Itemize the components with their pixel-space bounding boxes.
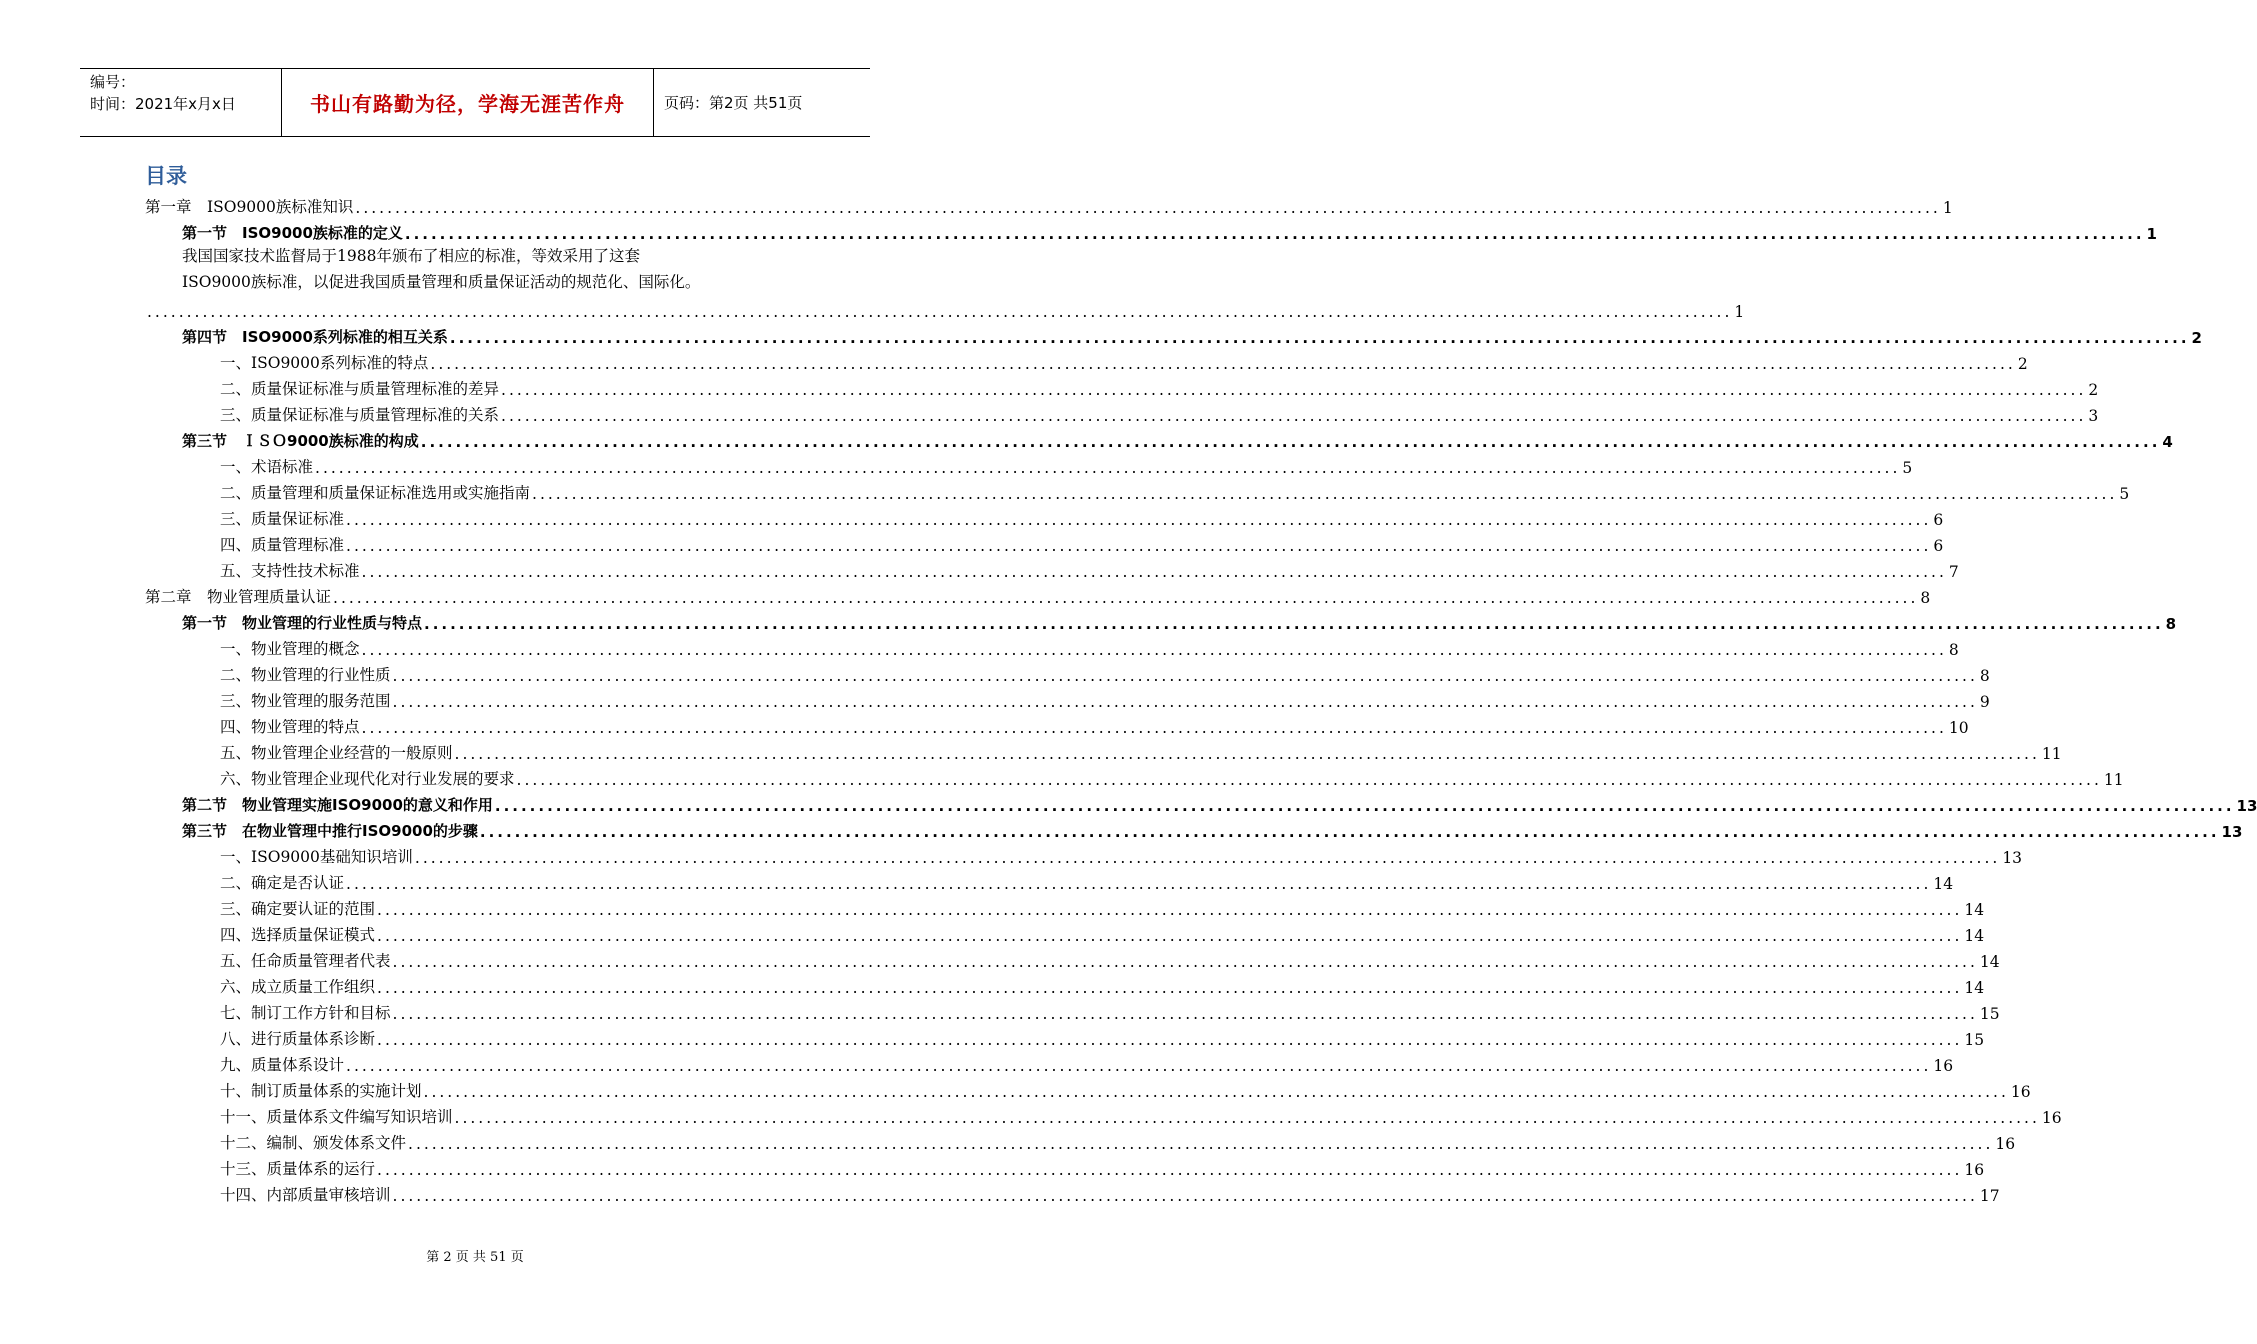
dot-leader: ........................................................................................................................................................................................................ — [346, 875, 1932, 893]
toc-page-number: 13 — [2236, 797, 2257, 815]
toc-page-number: 1 — [1734, 303, 1745, 321]
header-motto: 书山有路勤为径，学海无涯苦作舟 — [282, 69, 654, 136]
toc-entry-label: 四、质量管理标准 — [220, 536, 345, 554]
toc-entry-label: 六、成立质量工作组织 — [220, 978, 376, 996]
toc-page-number: 13 — [2002, 849, 2023, 867]
toc-entry-label: 八、进行质量体系诊断 — [220, 1030, 376, 1048]
toc-entry-label: 三、物业管理的服务范围 — [220, 692, 391, 710]
dot-leader: ........................................................................................................................................................................................................ — [346, 537, 1932, 555]
toc-title: 目录 — [145, 164, 187, 188]
toc-entry-label: 六、物业管理企业现代化对行业发展的要求 — [220, 770, 515, 788]
toc-entry[interactable] — [145, 607, 2177, 633]
toc-entry-label: 第二节 物业管理实施ISO9000的意义和作用 — [182, 796, 493, 814]
toc-page-number: 6 — [1933, 511, 1944, 529]
toc-entry-label: 十二、编制、颁发体系文件 — [220, 1134, 407, 1152]
toc-page-number: 15 — [1964, 1031, 1985, 1049]
toc-entry[interactable] — [145, 659, 1990, 685]
dot-leader: ........................................................................................................................................................................................................ — [361, 563, 1947, 581]
toc-page-number: 10 — [1948, 719, 1969, 737]
toc-entry[interactable] — [145, 997, 2000, 1023]
toc-entry[interactable] — [145, 867, 1954, 893]
toc-entry[interactable] — [145, 191, 1953, 217]
toc-page-number: 8 — [1920, 589, 1931, 607]
toc-entry[interactable] — [145, 1153, 1985, 1179]
dot-leader: ........................................................................................................................................................................................................ — [449, 329, 2190, 347]
toc-page-number: 11 — [2041, 745, 2062, 763]
dot-leader: ........................................................................................................................................................................................................ — [494, 797, 2235, 815]
toc-page-number: 16 — [1995, 1135, 2016, 1153]
toc-entry-label: 一、ISO9000系列标准的特点 — [220, 354, 429, 372]
toc-entry[interactable] — [145, 919, 1985, 945]
toc-page-number: 15 — [1979, 1005, 2000, 1023]
document-number-label: 编号： — [90, 73, 136, 91]
toc-entry[interactable] — [145, 737, 2062, 763]
toc-page-number: 14 — [1964, 927, 1985, 945]
dot-leader: ........................................................................................................................................................................................................ — [516, 771, 2102, 789]
toc-entry-label: 三、质量保证标准与质量管理标准的关系 — [220, 406, 500, 424]
toc-page-number: 16 — [2041, 1109, 2062, 1127]
toc-entry-label: 十三、质量体系的运行 — [220, 1160, 376, 1178]
toc-entry-label: 一、术语标准 — [220, 458, 314, 476]
toc-page-number: 16 — [2010, 1083, 2031, 1101]
dot-leader: ........................................................................................................................................................................................................ — [532, 485, 2118, 503]
dot-leader: ........................................................................................................................................................................................................ — [404, 225, 2145, 243]
toc-entry-label: 五、物业管理企业经营的一般原则 — [220, 744, 453, 762]
toc-entry-label: 第三节 在物业管理中推行ISO9000的步骤 — [182, 822, 478, 840]
header-page-info: 页码：第2页 共51页 — [664, 94, 803, 112]
toc-entry-label: 三、确定要认证的范围 — [220, 900, 376, 918]
toc-entry[interactable] — [145, 529, 1944, 555]
toc-page-number: 11 — [2103, 771, 2124, 789]
dot-leader: ........................................................................................................................................................................................................ — [377, 1031, 1963, 1049]
toc-entry[interactable] — [145, 711, 1969, 737]
toc-page-number: 14 — [1933, 875, 1954, 893]
toc-entry[interactable] — [145, 1075, 2031, 1101]
dot-leader: ........................................................................................................................................................................................................ — [392, 693, 1978, 711]
dot-leader: ........................................................................................................................................................................................................ — [377, 1161, 1963, 1179]
dot-leader: ........................................................................................................................................................................................................ — [454, 745, 2040, 763]
toc-entry-label: 一、物业管理的概念 — [220, 640, 360, 658]
dot-leader: ........................................................................................................................................................................................................ — [420, 433, 2161, 451]
toc-entry[interactable] — [145, 295, 1745, 321]
toc-paragraph-line: ISO9000族标准，以促进我国质量管理和质量保证活动的规范化、国际化。 — [182, 273, 701, 291]
toc-page-number: 2 — [2017, 355, 2028, 373]
toc-entry-label: 十四、内部质量审核培训 — [220, 1186, 391, 1204]
toc-entry[interactable] — [145, 503, 1944, 529]
toc-page-number: 1 — [1942, 199, 1953, 217]
toc-entry[interactable] — [145, 451, 1913, 477]
toc-entry[interactable] — [145, 321, 2202, 347]
toc-page-number: 13 — [2221, 823, 2243, 841]
toc-entry[interactable] — [145, 1049, 1954, 1075]
toc-entry[interactable] — [145, 633, 1959, 659]
toc-page-number: 6 — [1933, 537, 1944, 555]
dot-leader: ........................................................................................................................................................................................................ — [392, 667, 1978, 685]
toc-entry[interactable] — [145, 555, 1959, 581]
toc-entry-label: 第二章 物业管理质量认证 — [145, 588, 332, 606]
dot-leader: ........................................................................................................................................................................................................ — [147, 303, 1733, 321]
dot-leader: ........................................................................................................................................................................................................ — [479, 823, 2220, 841]
toc-page-number: 2 — [2088, 381, 2099, 399]
dot-leader: ........................................................................................................................................................................................................ — [430, 355, 2016, 373]
dot-leader: ........................................................................................................................................................................................................ — [454, 1109, 2040, 1127]
dot-leader: ........................................................................................................................................................................................................ — [377, 901, 1963, 919]
toc-page-number: 14 — [1964, 979, 1985, 997]
toc-entry[interactable] — [145, 1127, 2016, 1153]
header-left-cell — [80, 69, 282, 136]
toc-entry[interactable] — [145, 971, 1985, 997]
dot-leader: ........................................................................................................................................................................................................ — [408, 1135, 1994, 1153]
toc-entry-label: 二、质量保证标准与质量管理标准的差异 — [220, 380, 500, 398]
toc-entry[interactable] — [145, 841, 2023, 867]
toc-entry[interactable] — [145, 893, 1985, 919]
toc-entry-label: 四、物业管理的特点 — [220, 718, 360, 736]
toc-page-number: 7 — [1948, 563, 1959, 581]
toc-page-number: 8 — [1948, 641, 1959, 659]
dot-leader: ........................................................................................................................................................................................................ — [414, 849, 2001, 867]
dot-leader: ........................................................................................................................................................................................................ — [392, 1005, 1978, 1023]
toc-page-number: 5 — [1902, 459, 1913, 477]
toc-page-number: 1 — [2146, 225, 2157, 243]
dot-leader: ........................................................................................................................................................................................................ — [424, 615, 2164, 633]
toc-entry-label: 十、制订质量体系的实施计划 — [220, 1082, 422, 1100]
dot-leader: ........................................................................................................................................................................................................ — [423, 1083, 2009, 1101]
toc-paragraph-line: 我国国家技术监督局于1988年颁布了相应的标准，等效采用了这套 — [182, 247, 640, 265]
toc-page-number: 8 — [1979, 667, 1990, 685]
toc-entry[interactable] — [145, 763, 2124, 789]
toc-entry[interactable] — [145, 815, 2243, 841]
toc-entry-label: 三、质量保证标准 — [220, 510, 345, 528]
toc-entry[interactable] — [145, 399, 2099, 425]
dot-leader: ........................................................................................................................................................................................................ — [355, 199, 1941, 217]
toc-entry[interactable] — [145, 945, 2000, 971]
dot-leader: ........................................................................................................................................................................................................ — [346, 1057, 1932, 1075]
table-of-contents — [145, 191, 2257, 1205]
page-footer: 第 2 页 共 51 页 — [426, 1250, 524, 1265]
toc-entry-label: 五、任命质量管理者代表 — [220, 952, 391, 970]
toc-page-number: 3 — [2088, 407, 2099, 425]
dot-leader: ........................................................................................................................................................................................................ — [361, 719, 1947, 737]
dot-leader: ........................................................................................................................................................................................................ — [346, 511, 1932, 529]
page-header — [80, 68, 870, 137]
toc-entry-label: 十一、质量体系文件编写知识培训 — [220, 1108, 453, 1126]
dot-leader: ........................................................................................................................................................................................................ — [377, 927, 1963, 945]
toc-entry[interactable] — [145, 477, 2130, 503]
date-label: 时间：2021年x月x日 — [90, 95, 236, 113]
dot-leader: ........................................................................................................................................................................................................ — [377, 979, 1963, 997]
toc-entry[interactable] — [145, 1179, 2000, 1205]
toc-entry-label: 四、选择质量保证模式 — [220, 926, 376, 944]
dot-leader: ........................................................................................................................................................................................................ — [361, 641, 1947, 659]
toc-page-number: 14 — [1964, 901, 1985, 919]
dot-leader: ........................................................................................................................................................................................................ — [333, 589, 1919, 607]
toc-entry[interactable] — [145, 789, 2257, 815]
dot-leader: ........................................................................................................................................................................................................ — [315, 459, 1901, 477]
toc-entry-label: 第三节 ＩＳＯ9000族标准的构成 — [182, 432, 419, 450]
toc-entry-label: 第四节 ISO9000系列标准的相互关系 — [182, 328, 448, 346]
toc-entry-label: 第一章 ISO9000族标准知识 — [145, 198, 354, 216]
toc-page-number: 14 — [1979, 953, 2000, 971]
toc-entry-label: 二、物业管理的行业性质 — [220, 666, 391, 684]
toc-page-number: 2 — [2191, 329, 2202, 347]
toc-page-number: 5 — [2119, 485, 2130, 503]
toc-entry-label: 第一节 物业管理的行业性质与特点 — [182, 614, 423, 632]
toc-entry-label: 二、确定是否认证 — [220, 874, 345, 892]
toc-entry[interactable] — [145, 685, 1990, 711]
toc-entry-label: 二、质量管理和质量保证标准选用或实施指南 — [220, 484, 531, 502]
toc-entry-label: 五、支持性技术标准 — [220, 562, 360, 580]
toc-entry[interactable] — [145, 373, 2099, 399]
toc-entry[interactable] — [145, 1023, 1985, 1049]
dot-leader: ........................................................................................................................................................................................................ — [501, 407, 2087, 425]
toc-page-number: 9 — [1979, 693, 1990, 711]
toc-entry-label: 第一节 ISO9000族标准的定义 — [182, 224, 403, 242]
toc-entry-label: 七、制订工作方针和目标 — [220, 1004, 391, 1022]
toc-page-number: 17 — [1979, 1187, 2000, 1205]
toc-entry[interactable] — [145, 217, 2157, 243]
toc-entry[interactable] — [145, 425, 2173, 451]
dot-leader: ........................................................................................................................................................................................................ — [501, 381, 2087, 399]
toc-page-number: 8 — [2165, 615, 2177, 633]
toc-page-number: 16 — [1964, 1161, 1985, 1179]
toc-entry[interactable] — [145, 1101, 2062, 1127]
dot-leader: ........................................................................................................................................................................................................ — [392, 953, 1978, 971]
toc-page-number: 16 — [1933, 1057, 1954, 1075]
toc-entry-label: 一、ISO9000基础知识培训 — [220, 848, 413, 866]
toc-entry[interactable] — [145, 347, 2028, 373]
dot-leader: ........................................................................................................................................................................................................ — [392, 1187, 1978, 1205]
toc-entry[interactable] — [145, 581, 1931, 607]
toc-page-number: 4 — [2162, 433, 2173, 451]
toc-entry-label: 九、质量体系设计 — [220, 1056, 345, 1074]
